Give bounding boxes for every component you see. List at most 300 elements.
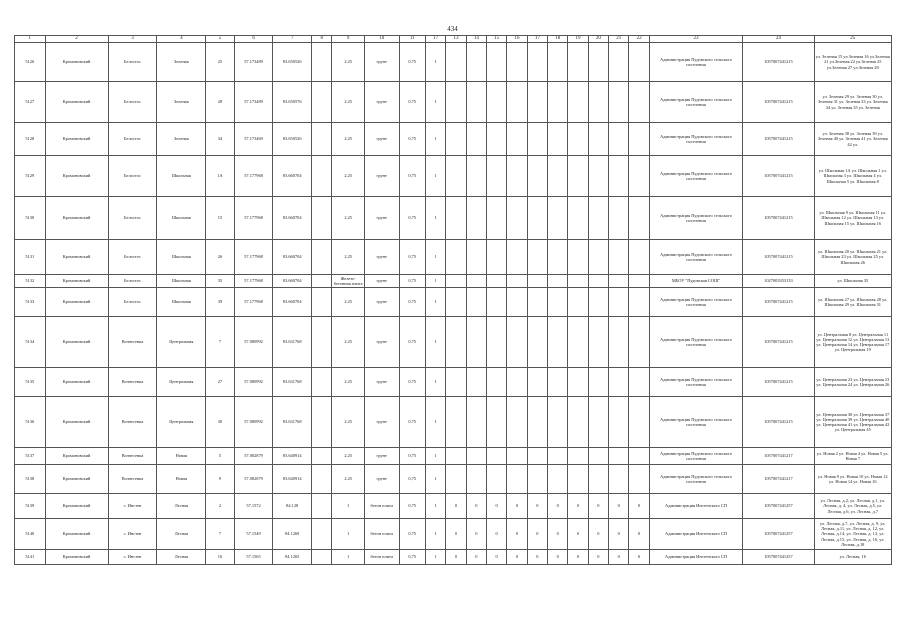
table-cell: 57.173489 [234, 43, 273, 82]
table-cell [507, 397, 527, 448]
table-cell [548, 82, 568, 123]
table-cell: ул. Школьная 9 ул. Школьная 11 ул. Школьная 12 ул. Школьная 13 ул. Школьная 15 ул. Школьная 16 [814, 197, 891, 240]
table-cell: грунт [364, 43, 399, 82]
table-cell [486, 240, 506, 275]
table-cell: 5126 [15, 43, 46, 82]
table-cell [507, 368, 527, 397]
table-cell [486, 156, 506, 197]
table-cell: ул. Школьная 20 ул. Школьная 21 ул. Школьная 23 ул. Школьная 25 ул. Школьная 26 [814, 240, 891, 275]
table-cell: 83.660704 [273, 240, 312, 275]
table-cell: 57.177968 [234, 156, 273, 197]
table-cell [629, 368, 649, 397]
table-cell [548, 240, 568, 275]
table-cell: Новая [157, 465, 206, 494]
table-cell: грунт [364, 368, 399, 397]
table-cell: 5128 [15, 123, 46, 156]
table-cell: 84.1265 [273, 550, 312, 565]
table-cell: 2.25 [332, 448, 365, 465]
table-cell: 9 [206, 465, 234, 494]
table-cell: 5134 [15, 317, 46, 368]
table-cell [446, 197, 466, 240]
table-cell: Вознесенка [108, 368, 157, 397]
table-cell [548, 275, 568, 288]
table-cell: 57.177968 [234, 288, 273, 317]
table-cell: Белостос [108, 275, 157, 288]
table-cell: Администрация Пудовского сельского поселения [649, 123, 743, 156]
column-header: 23 [649, 36, 743, 43]
table-cell [588, 156, 608, 197]
table-cell: 0 [629, 519, 649, 550]
table-cell [446, 288, 466, 317]
table-cell: 57.177968 [234, 240, 273, 275]
table-cell: Центральная [157, 397, 206, 448]
table-cell: Кромоновский [45, 288, 108, 317]
column-header: 19 [568, 36, 588, 43]
table-cell: 2.25 [332, 240, 365, 275]
table-cell: 1057007441215 [743, 82, 814, 123]
table-cell: 1 [425, 368, 445, 397]
table-cell [446, 465, 466, 494]
table-cell: 1 [425, 494, 445, 519]
table-row [15, 288, 892, 317]
table-cell: Белостос [108, 123, 157, 156]
table-cell: 0 [609, 494, 629, 519]
table-cell [568, 465, 588, 494]
table-cell [527, 288, 547, 317]
table-cell: 0 [446, 494, 466, 519]
column-header: 20 [588, 36, 608, 43]
table-cell [446, 240, 466, 275]
table-cell [568, 82, 588, 123]
table-cell [312, 519, 332, 550]
table-cell: 0 [588, 550, 608, 565]
table-cell: Администрация Инстенского СП [649, 494, 743, 519]
table-cell: Вознесенка [108, 317, 157, 368]
table-cell: 5136 [15, 397, 46, 448]
table-cell [588, 317, 608, 368]
table-cell: 1057007441215 [743, 317, 814, 368]
table-cell: ул. Школьная 1А ул. Школьная 1 ул. Школьная 3 ул. Школьная 4 ул. Школьная 5 ул. Школьная 8 [814, 156, 891, 197]
table-cell [527, 82, 547, 123]
table-cell: 2.25 [332, 156, 365, 197]
table-cell [312, 240, 332, 275]
table-cell: с. Инстен [108, 519, 157, 550]
table-cell [548, 317, 568, 368]
table-cell: Кромоновский [45, 156, 108, 197]
table-cell [568, 317, 588, 368]
table-cell: 1057007441257 [743, 519, 814, 550]
table-cell: 0,75 [399, 397, 425, 448]
table-cell: 83.650576 [273, 82, 312, 123]
table-cell [629, 43, 649, 82]
table-cell [446, 43, 466, 82]
table-cell: 57.173489 [234, 82, 273, 123]
table-cell: 0 [507, 494, 527, 519]
table-cell: 1 [425, 519, 445, 550]
table-cell [312, 288, 332, 317]
table-cell [312, 82, 332, 123]
table-cell: 0 [568, 494, 588, 519]
column-header: 5 [206, 36, 234, 43]
table-cell: 57.1549 [234, 519, 273, 550]
table-cell: грунт [364, 197, 399, 240]
table-cell: 5139 [15, 494, 46, 519]
table-cell: 1 [425, 448, 445, 465]
table-cell: грунт [364, 240, 399, 275]
table-cell [588, 82, 608, 123]
table-cell: 57.1572 [234, 494, 273, 519]
table-cell: 1057007441215 [743, 397, 814, 448]
table-cell [527, 465, 547, 494]
column-header: 2 [45, 36, 108, 43]
table-cell: 5138 [15, 465, 46, 494]
table-cell [466, 397, 486, 448]
table-cell: 57.080992 [234, 368, 273, 397]
table-cell: Кромоновский [45, 197, 108, 240]
table-cell [466, 288, 486, 317]
table-cell [629, 397, 649, 448]
table-cell: 34 [206, 123, 234, 156]
table-cell [629, 82, 649, 123]
table-cell: МБОУ "Пудовская СОШ" [649, 275, 743, 288]
table-cell: 0 [629, 550, 649, 565]
table-cell: 57.080992 [234, 397, 273, 448]
table-cell [507, 317, 527, 368]
table-cell: бетон плита [364, 494, 399, 519]
table-cell: 57.082879 [234, 465, 273, 494]
table-cell [609, 275, 629, 288]
table-cell: 0 [486, 519, 506, 550]
table-cell [507, 197, 527, 240]
table-cell [486, 317, 506, 368]
table-cell: 83.631768 [273, 317, 312, 368]
table-cell [609, 288, 629, 317]
table-cell: 5 [206, 448, 234, 465]
table-cell [312, 317, 332, 368]
table-cell: 57.1565 [234, 550, 273, 565]
table-row [15, 275, 892, 288]
table-cell: 26 [206, 240, 234, 275]
table-cell [629, 123, 649, 156]
table-cell: ул. Центральная 8 ул. Центральная 11 ул. Центральная 12 ул. Центральная 13 ул. Центральная 14 ул. Центральная 17 ул. Центральная 19 [814, 317, 891, 368]
table-cell: 0,75 [399, 448, 425, 465]
register-table [14, 35, 892, 565]
table-cell: 0,75 [399, 123, 425, 156]
table-cell: Администрация Инстенского СП [649, 519, 743, 550]
table-cell: 83.650526 [273, 123, 312, 156]
table-cell [527, 240, 547, 275]
table-cell [588, 448, 608, 465]
table-cell [548, 156, 568, 197]
table-cell: 0 [486, 494, 506, 519]
table-cell [588, 240, 608, 275]
table-cell: Белостос [108, 197, 157, 240]
table-cell: 0 [629, 494, 649, 519]
table-cell: 1 [425, 82, 445, 123]
table-cell: Администрация Пудовского сельского поселения [649, 397, 743, 448]
table-cell: 0 [466, 519, 486, 550]
table-cell [527, 448, 547, 465]
table-cell [446, 368, 466, 397]
table-cell: 0 [568, 519, 588, 550]
table-cell: 83.631768 [273, 368, 312, 397]
table-cell: Кромоновский [45, 494, 108, 519]
column-header: 16 [507, 36, 527, 43]
table-cell: 1 [332, 494, 365, 519]
table-cell: 1057007441215 [743, 368, 814, 397]
table-cell [466, 240, 486, 275]
column-header: 3 [108, 36, 157, 43]
table-cell: 83.640914 [273, 448, 312, 465]
table-cell: 1 [425, 275, 445, 288]
table-cell [548, 368, 568, 397]
table-cell: 1 [425, 397, 445, 448]
table-cell: 0 [588, 494, 608, 519]
table-cell: грунт [364, 465, 399, 494]
table-cell: 5140 [15, 519, 46, 550]
table-cell [629, 156, 649, 197]
table-row [15, 494, 892, 519]
table-cell: 0 [446, 550, 466, 565]
table-cell: 1057007441215 [743, 197, 814, 240]
table-cell [609, 397, 629, 448]
table-cell [568, 368, 588, 397]
table-cell: 16 [206, 550, 234, 565]
table-cell: 0,75 [399, 82, 425, 123]
table-row [15, 82, 892, 123]
table-cell: 83.660704 [273, 288, 312, 317]
table-cell: 1 [425, 465, 445, 494]
table-cell: 0,75 [399, 368, 425, 397]
table-cell [507, 82, 527, 123]
table-cell [507, 240, 527, 275]
table-cell: Администрация Пудовского сельского поселения [649, 197, 743, 240]
table-cell: 83.631768 [273, 397, 312, 448]
table-cell: ул. Зеленая 38 ул. Зеленая 39 ул. Зеленая 40 ул. Зеленая 41 ул. Зеленая 42 ул. [814, 123, 891, 156]
table-cell: бетон плита [364, 550, 399, 565]
table-cell [629, 448, 649, 465]
table-row [15, 448, 892, 465]
table-cell: 0 [588, 519, 608, 550]
table-cell [588, 43, 608, 82]
table-cell [466, 317, 486, 368]
table-cell [466, 448, 486, 465]
table-cell: ул. Новая 2 ул. Новая 4 ул. Новая 5 ул. Новая 7 [814, 448, 891, 465]
table-cell: 1 [425, 156, 445, 197]
table-cell [609, 317, 629, 368]
table-cell [466, 43, 486, 82]
table-cell [312, 43, 332, 82]
table-cell [629, 288, 649, 317]
table-cell [568, 275, 588, 288]
table-cell: 0,75 [399, 197, 425, 240]
table-cell [548, 197, 568, 240]
column-header: 1 [15, 36, 46, 43]
table-cell: 1057007441215 [743, 156, 814, 197]
table-row [15, 156, 892, 197]
table-cell: Кромоновский [45, 123, 108, 156]
table-cell [548, 448, 568, 465]
column-header: 25 [814, 36, 891, 43]
table-cell [507, 465, 527, 494]
table-cell [486, 123, 506, 156]
table-cell [486, 288, 506, 317]
table-cell [609, 197, 629, 240]
table-cell [507, 288, 527, 317]
column-header: 13 [446, 36, 466, 43]
table-cell [312, 448, 332, 465]
table-cell: 1А [206, 156, 234, 197]
table-cell: 5141 [15, 550, 46, 565]
table-cell: 0 [527, 494, 547, 519]
table-cell [446, 82, 466, 123]
table-cell: 57.173469 [234, 123, 273, 156]
table-cell: 7 [206, 519, 234, 550]
table-cell [548, 288, 568, 317]
table-cell: 0 [446, 519, 466, 550]
table-cell: Кромоновский [45, 275, 108, 288]
table-cell: Администрация Пудовского сельского поселения [649, 240, 743, 275]
column-header: 17 [527, 36, 547, 43]
table-cell [629, 275, 649, 288]
table-cell [568, 156, 588, 197]
table-cell: Зеленая [157, 82, 206, 123]
table-cell: 0 [466, 494, 486, 519]
table-cell: Школьная [157, 288, 206, 317]
table-cell: 1 [425, 240, 445, 275]
table-row [15, 240, 892, 275]
table-cell: 0 [466, 550, 486, 565]
table-cell: 57.082879 [234, 448, 273, 465]
table-cell [609, 123, 629, 156]
table-cell: Администрация Пудовского сельского поселения [649, 82, 743, 123]
table-cell: 5129 [15, 156, 46, 197]
table-cell: 57.177968 [234, 275, 273, 288]
table-cell [588, 123, 608, 156]
table-cell: Центральная [157, 317, 206, 368]
table-cell: Администрация Пудовского сельского поселения [649, 465, 743, 494]
table-cell: 5131 [15, 240, 46, 275]
table-cell: 2.25 [332, 288, 365, 317]
table-cell: Администрация Пудовского сельского поселения [649, 43, 743, 82]
table-cell: Кромоновский [45, 43, 108, 82]
column-header: 14 [466, 36, 486, 43]
table-cell: 1027003353133 [743, 275, 814, 288]
table-cell: 83.660704 [273, 197, 312, 240]
table-cell [629, 197, 649, 240]
column-header: 24 [743, 36, 814, 43]
table-cell [527, 43, 547, 82]
table-cell: 57.080992 [234, 317, 273, 368]
table-cell: 0,75 [399, 275, 425, 288]
table-cell [527, 397, 547, 448]
column-header: 15 [486, 36, 506, 43]
table-cell: 2.25 [332, 43, 365, 82]
page-number: 434 [447, 25, 458, 33]
table-cell [629, 240, 649, 275]
table-cell: 1057007441215 [743, 123, 814, 156]
table-cell: 57.177968 [234, 197, 273, 240]
table-cell: грунт [364, 448, 399, 465]
table-cell: Администрация Пудовского сельского поселения [649, 288, 743, 317]
table-cell: Центральная [157, 368, 206, 397]
column-header: 22 [629, 36, 649, 43]
table-cell: 2.25 [332, 368, 365, 397]
table-cell: 1057007441217 [743, 448, 814, 465]
table-cell [609, 82, 629, 123]
table-cell: с. Инстен [108, 550, 157, 565]
table-cell [588, 288, 608, 317]
table-cell: Белостос [108, 82, 157, 123]
table-cell: 7 [206, 317, 234, 368]
table-cell [486, 368, 506, 397]
table-cell: 83.640914 [273, 465, 312, 494]
table-cell [312, 275, 332, 288]
table-cell [312, 494, 332, 519]
table-cell [466, 197, 486, 240]
table-cell: 1 [425, 123, 445, 156]
table-cell: Администрация Инстенского СП [649, 550, 743, 565]
table-cell [527, 368, 547, 397]
table-cell: 1 [425, 288, 445, 317]
table-cell [588, 197, 608, 240]
table-cell: Кромоновский [45, 82, 108, 123]
table-cell [609, 156, 629, 197]
table-cell: Белостос [108, 240, 157, 275]
table-cell: Железо-бетонная плита [333, 275, 363, 286]
table-cell: 1 [425, 43, 445, 82]
table-cell [466, 275, 486, 288]
table-cell: ул. Лесная, д.2, ул. Лесная, д.1, ул. Лесная, д. 4, ул. Лесная, д.5, ул. Лесная, д.6, ул. Лесная, д.7 [814, 494, 891, 519]
column-header: 8 [312, 36, 332, 43]
table-cell: 83.650526 [273, 43, 312, 82]
table-cell: Школьная [157, 156, 206, 197]
table-row [15, 397, 892, 448]
table-cell: Вознесенка [108, 465, 157, 494]
table-cell: 25 [206, 43, 234, 82]
table-cell: 30 [206, 397, 234, 448]
table-cell: 1 [425, 197, 445, 240]
table-cell: 1 [425, 550, 445, 565]
table-cell: 5132 [15, 275, 46, 288]
table-cell: 39 [206, 288, 234, 317]
table-cell: 1057007441215 [743, 43, 814, 82]
table-cell [527, 317, 547, 368]
table-cell: 0,75 [399, 494, 425, 519]
table-cell [446, 317, 466, 368]
table-cell [568, 448, 588, 465]
table-cell [466, 368, 486, 397]
table-cell: Вознесенка [108, 448, 157, 465]
table-row [15, 519, 892, 550]
table-cell: с. Инстен [108, 494, 157, 519]
column-header: 6 [234, 36, 273, 43]
table-row [15, 43, 892, 82]
table-cell: 0 [548, 494, 568, 519]
table-cell: 1057007441257 [743, 494, 814, 519]
table-cell: ул. Лесная, 16 [814, 550, 891, 565]
column-header: 10 [364, 36, 399, 43]
table-cell: 5135 [15, 368, 46, 397]
table-cell: 1 [425, 317, 445, 368]
table-cell [486, 397, 506, 448]
table-cell [486, 197, 506, 240]
table-cell: 28 [206, 82, 234, 123]
table-cell: 0,75 [399, 550, 425, 565]
table-cell [466, 156, 486, 197]
table-cell [446, 448, 466, 465]
table-cell: 1057007441215 [743, 288, 814, 317]
